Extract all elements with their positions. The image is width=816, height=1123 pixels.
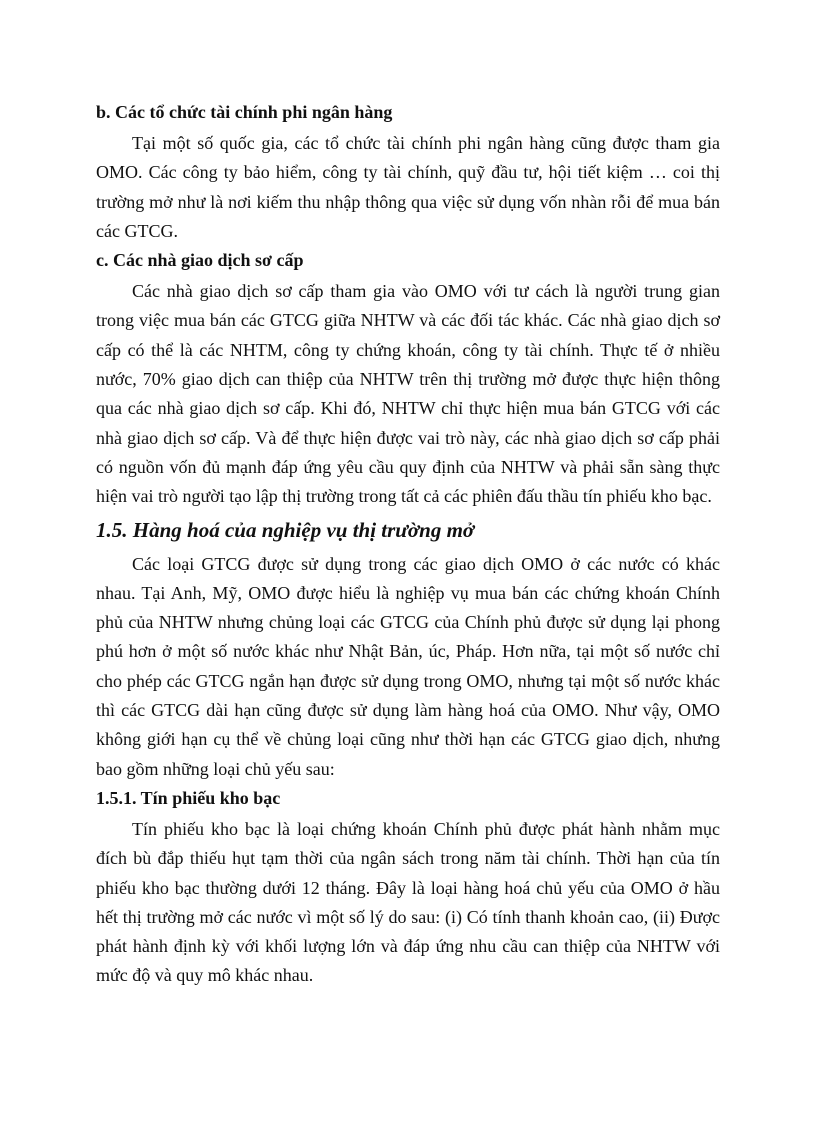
paragraph-treasury-bills: Tín phiếu kho bạc là loại chứng khoán Chính phủ được phát hành nhằm mục đích bù đắp thiếu hụt tạm thời của ngân sách trong năm tài chính. Thời hạn của tín phiếu kho bạc thường dưới 12 tháng. Đây là loại hàng hoá chủ yếu của OMO ở hầu hết thị trường mở các nước vì một số lý do sau: (i) Có tính thanh khoản cao, (ii) Được phát hành định kỳ với khối lượng lớn và đáp ứng nhu cầu can thiệp của NHTW với mức độ và quy mô khác nhau. (96, 818, 720, 986)
subsection-title-treasury-bills: 1.5.1. Tín phiếu kho bạc (96, 787, 281, 808)
heading-primary-dealers: c. Các nhà giao dịch sơ cấp (96, 250, 304, 271)
paragraph-omo-goods: Các loại GTCG được sử dụng trong các giao dịch OMO ở các nước có khác nhau. Tại Anh, Mỹ, OMO được hiểu là nghiệp vụ mua bán các chứng khoán Chính phủ của NHTW nhưng chủng loại các GTCG của Chính phủ được sử dụng lại phong phú hơn ở một số nước khác như Nhật Bản, úc, Pháp. Hơn nữa, tại một số nước chỉ cho phép các GTCG ngắn hạn được sử dụng trong OMO, nhưng tại một số nước khác thì các GTCG dài hạn cũng được sử dụng làm hàng hoá của OMO. Như vậy, OMO không giới hạn cụ thể về chủng loại cũng như thời hạn các GTCG giao dịch, nhưng bao gồm những loại chủ yếu sau: (96, 553, 720, 779)
document-page (96, 98, 720, 991)
heading-non-bank-institutions: b. Các tổ chức tài chính phi ngân hàng (96, 102, 393, 122)
paragraph-primary-dealers: Các nhà giao dịch sơ cấp tham gia vào OMO với tư cách là người trung gian trong việc mua bán các GTCG giữa NHTW và các đối tác khác. Các nhà giao dịch sơ cấp có thể là các NHTM, công ty chứng khoán, công ty tài chính. Thực tế ở nhiều nước, 70% giao dịch can thiệp của NHTW trên thị trường mở được thực hiện thông qua các nhà giao dịch sơ cấp. Khi đó, NHTW chỉ thực hiện mua bán GTCG với các nhà giao dịch sơ cấp. Và để thực hiện được vai trò này, các nhà giao dịch sơ cấp phải có nguồn vốn đủ mạnh đáp ứng yêu cầu quy định của NHTW và phải sẵn sàng thực hiện vai trò người tạo lập thị trường trong tất cả các phiên đấu thầu tín phiếu kho bạc. (96, 281, 720, 507)
paragraph-non-bank-institutions: Tại một số quốc gia, các tổ chức tài chính phi ngân hàng cũng được tham gia OMO. Các công ty bảo hiểm, công ty tài chính, quỹ đầu tư, hội tiết kiệm … coi thị trường mở như là nơi kiếm thu nhập thông qua việc sử dụng vốn nhàn rỗi để mua bán các GTCG. (96, 133, 720, 241)
section-title-omo-goods: 1.5. Hàng hoá của nghiệp vụ thị trường mở (96, 517, 475, 542)
